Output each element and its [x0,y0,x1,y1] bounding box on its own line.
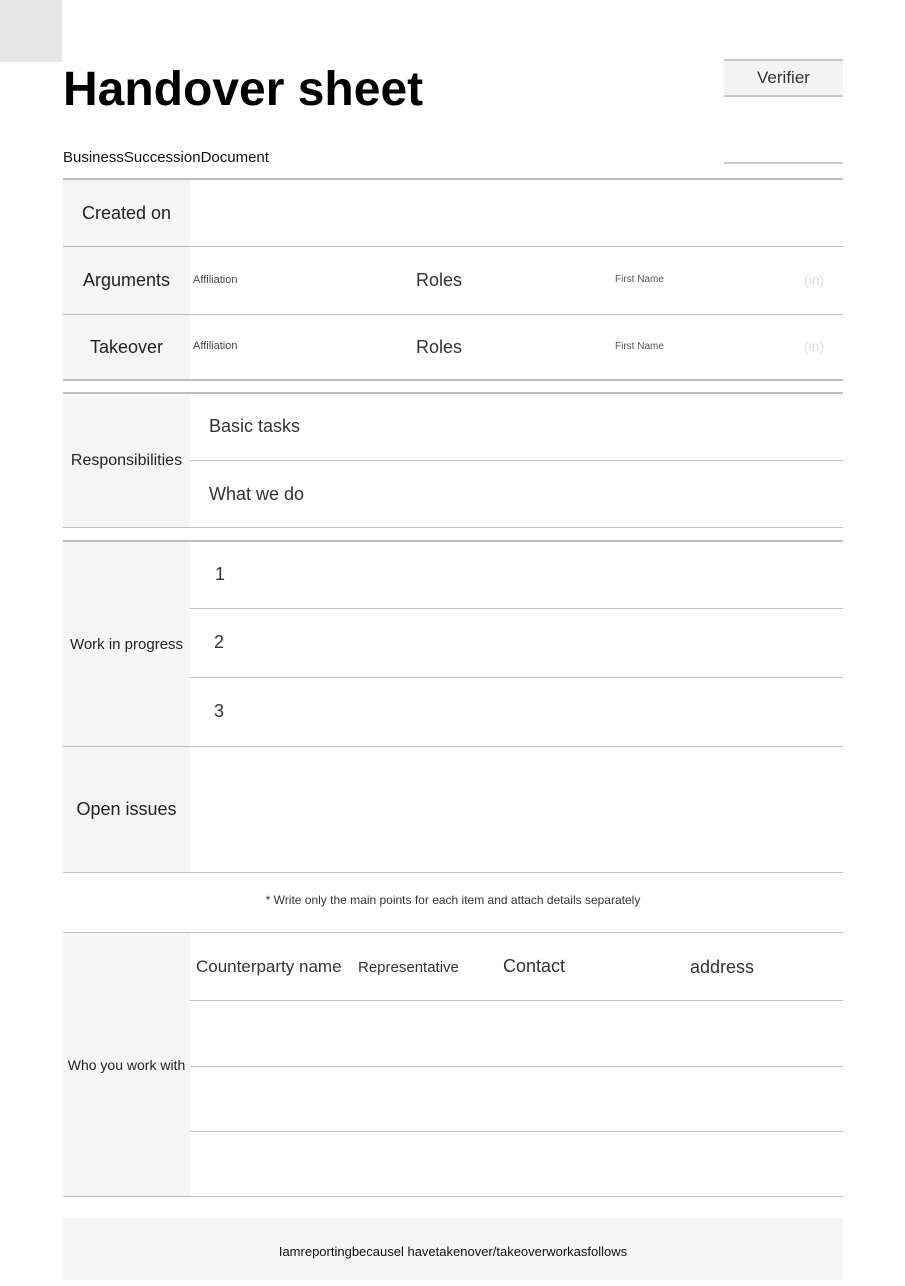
divider [190,1131,843,1132]
verifier-signature-line [724,162,843,164]
responsibilities-item: What we do [209,484,305,504]
work-item-number: 3 [214,701,225,721]
responsibilities-label: Responsibilities [63,394,190,527]
divider [63,872,843,873]
column-header-counterparty: Counterparty name [196,957,342,976]
responsibilities-item: Basic tasks [209,416,301,436]
verifier-box: Verifier [724,59,843,97]
column-header-address: address [690,957,755,977]
corner-tab [0,0,62,62]
instruction-note: * Write only the main points for each item and attach details separately [265,893,641,907]
arguments-label: Arguments [63,247,190,314]
footer-statement: Iamreportingbecausel havetakenover/takeoverworkasfollows [63,1218,843,1280]
divider [63,379,843,381]
divider [190,608,843,609]
open-issues-label: Open issues [63,747,190,872]
arguments-affiliation: Affiliation [193,274,238,286]
takeover-affiliation: Affiliation [193,340,238,352]
takeover-label: Takeover [63,315,190,379]
divider [190,677,843,678]
created-on-label: Created on [63,180,190,246]
work-item-number: 1 [215,564,226,584]
divider [63,527,843,528]
work-item-number: 2 [214,632,225,652]
page-subtitle: BusinessSuccessionDocument [63,149,269,166]
takeover-seal-mark: (in) [804,338,825,354]
page-title: Handover sheet [63,63,424,116]
column-header-representative: Representative [358,959,459,976]
arguments-first-name: First Name [615,274,664,285]
divider [190,1066,843,1067]
arguments-roles: Roles [416,270,463,290]
divider [63,1196,843,1197]
takeover-roles: Roles [416,337,463,357]
takeover-first-name: First Name [615,341,664,352]
work-in-progress-label: Work in progress [63,542,190,746]
who-you-work-with-label: Who you work with [63,933,190,1196]
divider [190,1000,843,1001]
column-header-contact: Contact [503,956,566,976]
divider [190,460,843,461]
arguments-seal-mark: (in) [804,272,825,288]
